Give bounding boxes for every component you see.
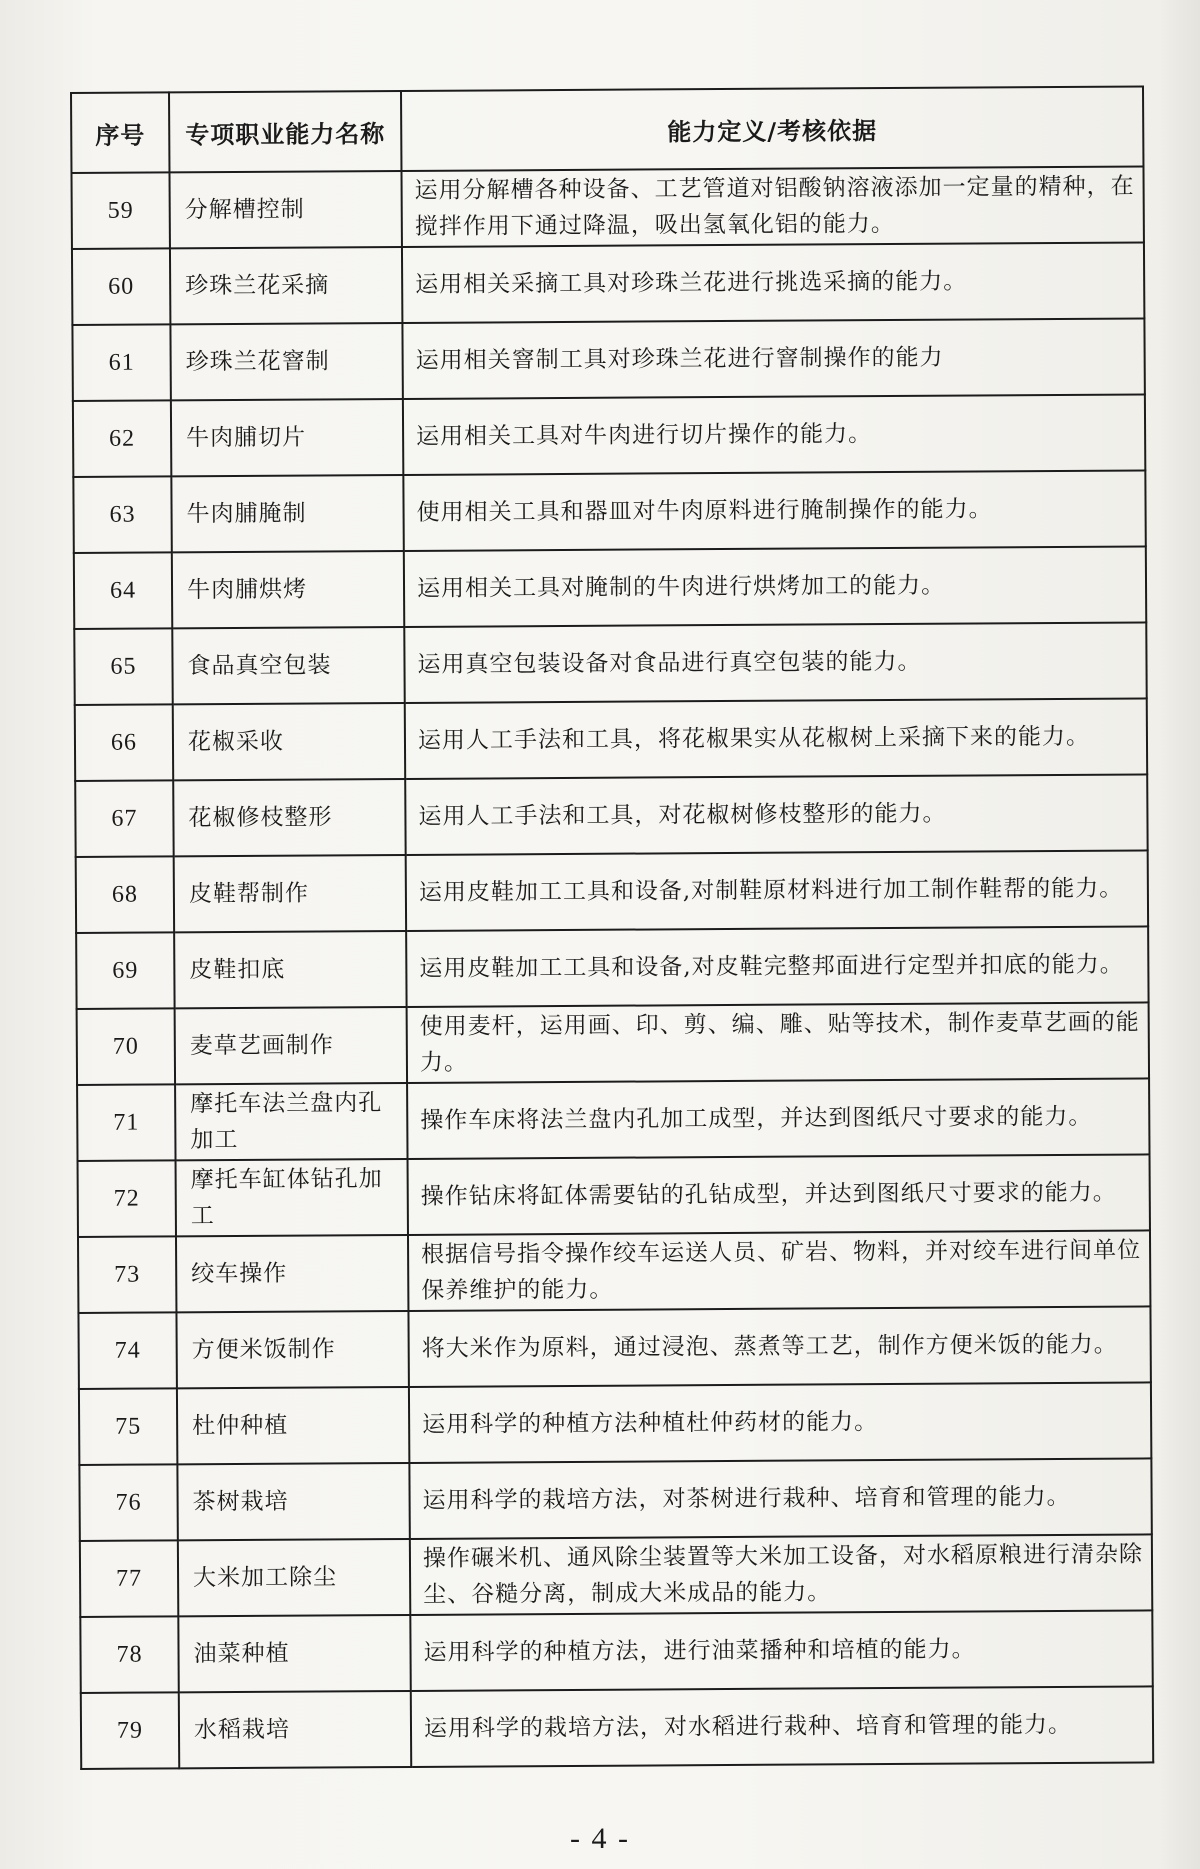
row-name: 绞车操作 bbox=[176, 1235, 408, 1312]
row-name: 珍珠兰花采摘 bbox=[170, 247, 402, 324]
row-num: 63 bbox=[73, 476, 171, 553]
table-row bbox=[80, 1534, 1152, 1617]
page-number: - 4 - bbox=[570, 1822, 630, 1855]
row-name: 牛肉脯腌制 bbox=[171, 475, 403, 552]
row-name: 珍珠兰花窨制 bbox=[170, 323, 402, 400]
table-row bbox=[78, 1306, 1150, 1389]
table-header-row bbox=[71, 86, 1143, 173]
table-row bbox=[81, 1686, 1153, 1769]
row-name: 油菜种植 bbox=[178, 1615, 410, 1692]
row-name: 皮鞋扣底 bbox=[174, 931, 406, 1008]
table-body bbox=[71, 166, 1153, 1769]
row-name: 方便米饭制作 bbox=[176, 1311, 408, 1388]
row-definition: 运用科学的栽培方法，对茶树进行栽种、培育和管理的能力。 bbox=[409, 1458, 1151, 1539]
table-row bbox=[73, 470, 1145, 553]
row-definition: 运用相关采摘工具对珍珠兰花进行挑选采摘的能力。 bbox=[402, 242, 1144, 323]
row-name: 花椒修枝整形 bbox=[173, 779, 405, 856]
row-definition: 运用科学的栽培方法，对水稻进行栽种、培育和管理的能力。 bbox=[411, 1686, 1153, 1767]
row-name: 杜仲种植 bbox=[177, 1387, 409, 1464]
row-definition: 使用相关工具和器皿对牛肉原料进行腌制操作的能力。 bbox=[403, 470, 1145, 551]
table-row bbox=[72, 242, 1144, 325]
row-name: 分解槽控制 bbox=[169, 171, 401, 248]
row-definition: 运用皮鞋加工工具和设备,对制鞋原材料进行加工制作鞋帮的能力。 bbox=[406, 850, 1148, 931]
table-row bbox=[79, 1458, 1151, 1541]
row-definition: 运用相关工具对腌制的牛肉进行烘烤加工的能力。 bbox=[404, 546, 1146, 627]
row-num: 69 bbox=[76, 932, 174, 1009]
row-definition: 使用麦杆，运用画、印、剪、编、雕、贴等技术，制作麦草艺画的能力。 bbox=[407, 1002, 1149, 1083]
row-num: 60 bbox=[72, 248, 170, 325]
row-num: 77 bbox=[80, 1540, 178, 1617]
row-definition: 运用相关工具对牛肉进行切片操作的能力。 bbox=[403, 394, 1145, 475]
table-row bbox=[76, 926, 1148, 1009]
table-row bbox=[78, 1154, 1150, 1237]
row-num: 75 bbox=[79, 1388, 177, 1465]
row-definition: 运用分解槽各种设备、工艺管道对铝酸钠溶液添加一定量的精种，在搅拌作用下通过降温，吸出氢氧化铝的能力。 bbox=[401, 166, 1143, 247]
ability-table bbox=[70, 85, 1154, 1770]
row-definition: 运用相关窨制工具对珍珠兰花进行窨制操作的能力 bbox=[402, 318, 1144, 399]
row-definition: 将大米作为原料，通过浸泡、蒸煮等工艺，制作方便米饭的能力。 bbox=[408, 1306, 1150, 1387]
row-definition: 运用皮鞋加工工具和设备,对皮鞋完整邦面进行定型并扣底的能力。 bbox=[406, 926, 1148, 1007]
row-name: 大米加工除尘 bbox=[178, 1539, 410, 1616]
table-row bbox=[74, 622, 1146, 705]
row-definition: 运用科学的种植方法种植杜仲药材的能力。 bbox=[409, 1382, 1151, 1463]
row-name: 牛肉脯切片 bbox=[171, 399, 403, 476]
row-num: 67 bbox=[75, 780, 173, 857]
table-row bbox=[79, 1382, 1151, 1465]
header-definition: 能力定义/考核依据 bbox=[401, 86, 1143, 171]
table-row bbox=[77, 1078, 1149, 1161]
table-row bbox=[71, 166, 1143, 249]
table-row bbox=[74, 546, 1146, 629]
table-row bbox=[77, 1002, 1149, 1085]
row-definition: 操作钻床将缸体需要钻的孔钻成型，并达到图纸尺寸要求的能力。 bbox=[408, 1154, 1150, 1235]
table-row bbox=[76, 850, 1148, 933]
row-name: 摩托车法兰盘内孔加工 bbox=[175, 1083, 407, 1160]
header-name: 专项职业能力名称 bbox=[169, 91, 401, 172]
row-definition: 运用真空包装设备对食品进行真空包装的能力。 bbox=[404, 622, 1146, 703]
row-name: 食品真空包装 bbox=[172, 627, 404, 704]
row-definition: 操作碾米机、通风除尘装置等大米加工设备，对水稻原粮进行清杂除尘、谷糙分离，制成大米成品的能力。 bbox=[410, 1534, 1152, 1615]
table-row bbox=[72, 318, 1144, 401]
row-num: 70 bbox=[77, 1008, 175, 1085]
row-name: 麦草艺画制作 bbox=[175, 1007, 407, 1084]
row-num: 62 bbox=[73, 400, 171, 477]
row-definition: 运用人工手法和工具，对花椒树修枝整形的能力。 bbox=[405, 774, 1147, 855]
row-num: 73 bbox=[78, 1236, 176, 1313]
row-num: 78 bbox=[80, 1616, 178, 1693]
row-num: 68 bbox=[76, 856, 174, 933]
header-num: 序号 bbox=[71, 92, 169, 173]
row-num: 74 bbox=[78, 1312, 176, 1389]
table-row bbox=[73, 394, 1145, 477]
page-edge-shadow bbox=[1160, 0, 1200, 1869]
row-num: 59 bbox=[71, 172, 169, 249]
row-name: 花椒采收 bbox=[173, 703, 405, 780]
table-row bbox=[75, 698, 1147, 781]
row-num: 72 bbox=[78, 1160, 176, 1237]
row-num: 64 bbox=[74, 552, 172, 629]
table-row bbox=[78, 1230, 1150, 1313]
table-row bbox=[80, 1610, 1152, 1693]
row-definition: 运用人工手法和工具，将花椒果实从花椒树上采摘下来的能力。 bbox=[405, 698, 1147, 779]
row-name: 牛肉脯烘烤 bbox=[172, 551, 404, 628]
row-name: 皮鞋帮制作 bbox=[174, 855, 406, 932]
row-num: 79 bbox=[81, 1692, 179, 1769]
row-definition: 根据信号指令操作绞车运送人员、矿岩、物料，并对绞车进行间单位保养维护的能力。 bbox=[408, 1230, 1150, 1311]
row-num: 61 bbox=[72, 324, 170, 401]
row-definition: 运用科学的种植方法，进行油菜播种和培植的能力。 bbox=[410, 1610, 1152, 1691]
row-name: 摩托车缸体钻孔加工 bbox=[176, 1159, 408, 1236]
table-row bbox=[75, 774, 1147, 857]
row-num: 76 bbox=[79, 1464, 177, 1541]
row-num: 71 bbox=[77, 1084, 175, 1161]
row-name: 水稻栽培 bbox=[179, 1691, 411, 1768]
row-num: 65 bbox=[74, 628, 172, 705]
row-name: 茶树栽培 bbox=[177, 1463, 409, 1540]
row-num: 66 bbox=[75, 704, 173, 781]
row-definition: 操作车床将法兰盘内孔加工成型，并达到图纸尺寸要求的能力。 bbox=[407, 1078, 1149, 1159]
